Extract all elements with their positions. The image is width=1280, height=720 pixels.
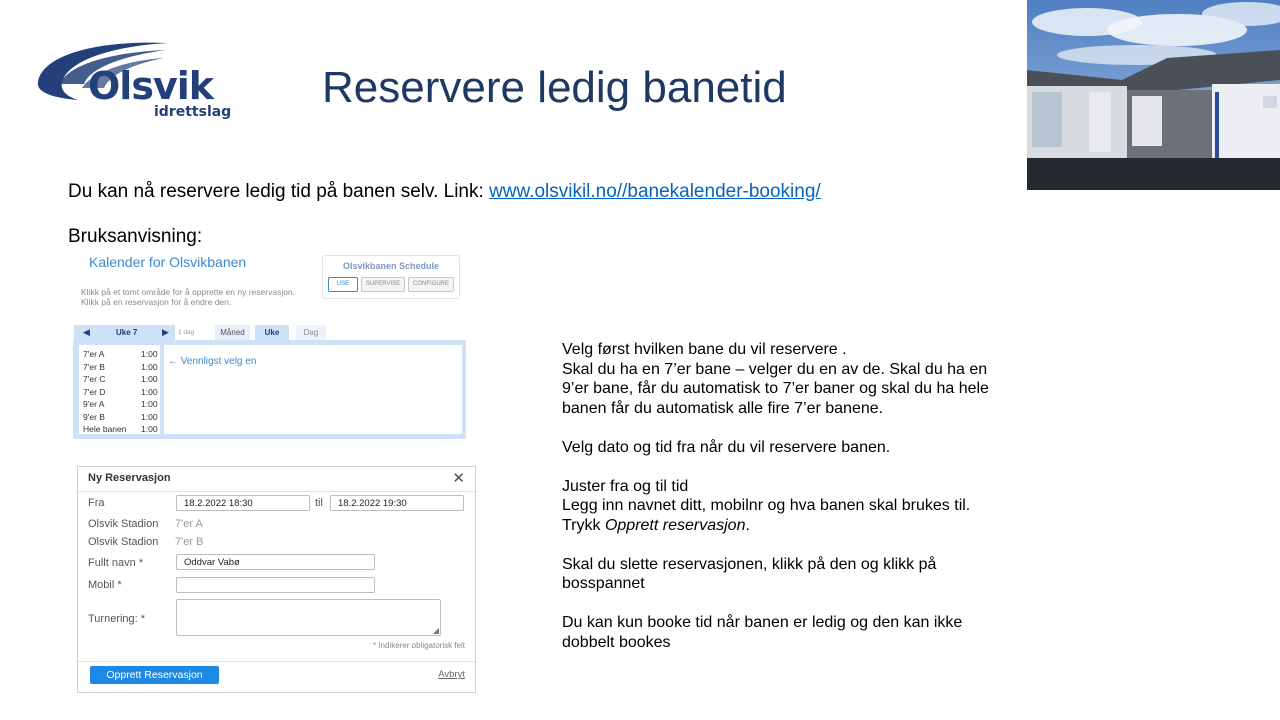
lane-name: 7'er B	[83, 361, 105, 372]
dialog-title: Ny Reservasjon	[88, 472, 171, 484]
lane-item[interactable]	[83, 423, 160, 436]
lane-item[interactable]	[83, 348, 160, 361]
supervise-button[interactable]: SUPERVISE	[361, 277, 405, 292]
resize-handle-icon[interactable]: ◢	[432, 626, 439, 635]
instructions-text	[562, 340, 1072, 672]
instructions-label: Bruksanvisning:	[68, 226, 203, 247]
dialog-footer	[78, 661, 475, 693]
lane-duration: 1:00	[141, 424, 158, 434]
lane-name: 7'er C	[83, 374, 106, 384]
full-name-input[interactable]: Oddvar Vabø	[176, 554, 375, 570]
stadium-lane: 7'er B	[175, 536, 204, 548]
help-line: 9’er bane, får du automatisk to 7’er baner og skal du ha hele	[562, 380, 989, 397]
help-line: Velg dato og tid fra når du vil reservere banen.	[562, 438, 891, 456]
prev-week-icon[interactable]: ◀	[83, 327, 90, 337]
to-label: til	[315, 497, 323, 509]
tab-day[interactable]: Dag	[296, 325, 326, 342]
lane-name: 9'er A	[83, 399, 105, 409]
lane-item[interactable]	[83, 373, 160, 386]
name-label: Fullt navn *	[88, 557, 144, 569]
intro-sentence: Du kan nå reservere ledig tid på banen selv. Link:	[68, 181, 490, 202]
configure-button[interactable]: CONFIGURE	[408, 277, 454, 292]
lane-item[interactable]	[83, 361, 160, 374]
lane-duration: 1:00	[141, 374, 158, 384]
schedule-panel	[322, 255, 460, 299]
intro-text	[68, 180, 821, 204]
dialog-header	[78, 467, 475, 492]
help-line: Skal du slette reservasjonen, klikk på den og klikk på	[562, 555, 937, 573]
calendar-hint-create: Klikk på et tomt område for å opprette en ny reservasjon.	[81, 287, 296, 297]
lane-name: Hele banen	[83, 424, 127, 434]
help-suffix: .	[745, 516, 750, 534]
help-step-select-lane	[562, 340, 1072, 418]
select-lane-prompt: ← Vennligst velg en	[168, 356, 257, 367]
close-icon[interactable]: ✕	[452, 470, 465, 487]
help-line: Du kan kun booke tid når banen er ledig og den kan ikke	[562, 614, 963, 631]
stadium-label: Olsvik Stadion	[88, 536, 159, 548]
cancel-link[interactable]: Avbryt	[438, 669, 465, 680]
tab-one-day[interactable]: 1 dag	[178, 329, 195, 336]
page-title: Reservere ledig banetid	[322, 63, 787, 112]
help-line: dobbelt bookes	[562, 633, 671, 651]
lane-item[interactable]	[83, 386, 160, 399]
help-step-delete	[562, 555, 1072, 594]
new-reservation-dialog	[77, 466, 476, 693]
use-button[interactable]: USE	[328, 277, 358, 292]
clubhouse-photo	[1027, 0, 1280, 190]
lane-item[interactable]	[83, 398, 160, 411]
week-label: Uke 7	[116, 328, 138, 337]
help-line: Skal du ha en 7’er bane – velger du en av de. Skal du ha en	[562, 360, 988, 378]
lane-list	[79, 345, 160, 434]
lane-duration: 1:00	[141, 386, 158, 397]
calendar-hint-edit: Klikk på en reservasjon for å endre den.	[81, 297, 232, 307]
logo-subtitle: idrettslag	[154, 104, 232, 120]
schedule-title: Olsvikbanen Schedule	[342, 261, 440, 271]
to-datetime-input[interactable]: 18.2.2022 19:30	[330, 495, 464, 511]
lane-duration: 1:00	[141, 349, 158, 359]
logo-name: Olsvik	[88, 64, 214, 108]
help-line: bosspannet	[562, 575, 645, 592]
tournament-textarea[interactable]	[176, 599, 441, 636]
lane-duration: 1:00	[141, 399, 158, 409]
stadium-lane: 7'er A	[175, 518, 203, 530]
calendar-title: Kalender for Olsvikbanen	[89, 254, 247, 270]
lane-name: 7'er D	[83, 386, 106, 397]
olsvik-logo	[34, 38, 258, 124]
help-prefix: Trykk	[562, 516, 605, 534]
mobile-label: Mobil *	[88, 579, 122, 591]
help-line: Juster fra og til tid	[562, 477, 689, 495]
help-line: Legg inn navnet ditt, mobilnr og hva banen skal brukes til.	[562, 497, 971, 514]
lane-duration: 1:00	[141, 361, 158, 372]
tab-week[interactable]: Uke	[255, 325, 289, 342]
lane-duration: 1:00	[141, 411, 158, 422]
mobile-input[interactable]	[176, 577, 375, 593]
help-line: banen får du automatisk alle fire 7’er banene.	[562, 399, 884, 417]
tab-month[interactable]: Måned	[215, 325, 250, 342]
from-label: Fra	[88, 497, 105, 509]
help-emphasis: Opprett reservasjon	[604, 516, 746, 534]
tournament-label: Turnering: *	[88, 613, 146, 625]
booking-link[interactable]: www.olsvikil.no//banekalender-booking/	[489, 181, 821, 202]
help-step-select-date	[562, 438, 1072, 458]
from-datetime-input[interactable]: 18.2.2022 18:30	[176, 495, 310, 511]
next-week-icon[interactable]: ▶	[162, 327, 169, 337]
help-step-note	[562, 613, 1072, 652]
help-step-fill-form	[562, 477, 1072, 536]
required-note: * Indikerer obligatorisk felt	[372, 641, 465, 650]
lane-name: 9'er B	[83, 411, 105, 422]
help-line: Velg først hvilken bane du vil reservere .	[562, 341, 847, 358]
stadium-label: Olsvik Stadion	[88, 518, 159, 530]
lane-name: 7'er A	[83, 349, 105, 359]
lane-item[interactable]	[83, 411, 160, 424]
create-reservation-button[interactable]: Opprett Reservasjon	[90, 666, 219, 684]
